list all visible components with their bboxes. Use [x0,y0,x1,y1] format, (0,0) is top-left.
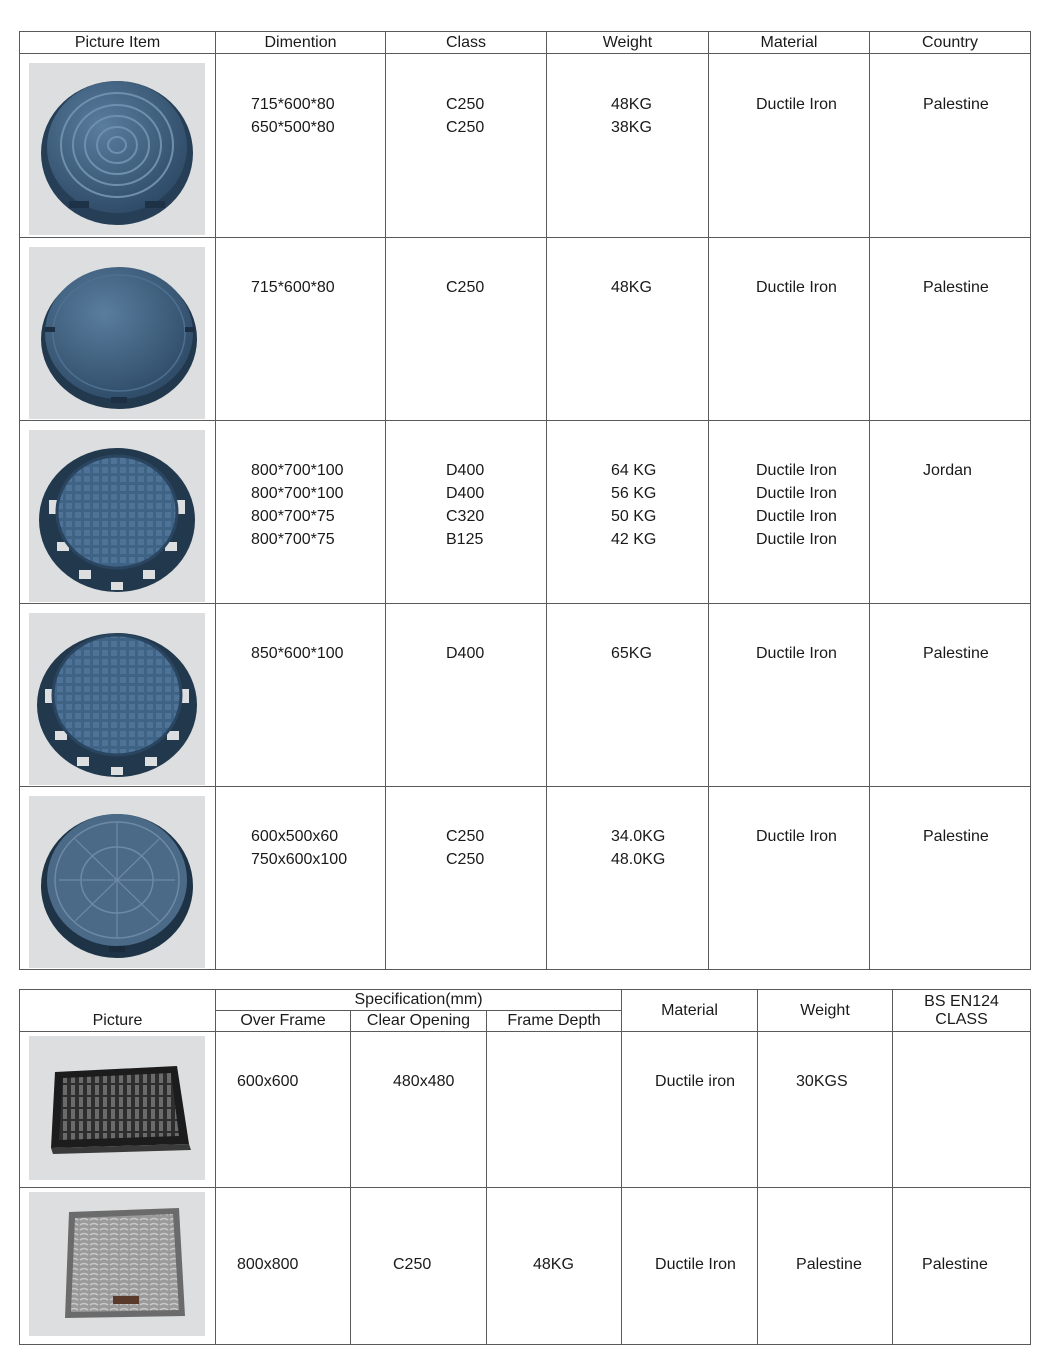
class-value: C250 [446,119,485,136]
material-value: Ductile Iron [756,531,837,548]
frame-depth-cell [487,1032,622,1188]
grating-photo [29,1036,205,1180]
class-value: B125 [446,531,484,548]
class-value: C250 [446,828,485,845]
material-value: Ductile Iron [756,462,837,479]
manhole-cover-photo [29,247,205,419]
table-row [20,1188,1031,1345]
dimension-value: 800*700*75 [251,508,335,525]
dimension-value: 600x500x60 [251,828,339,845]
weight-value: 50 KG [611,508,657,525]
country-cell [870,421,1031,604]
dimension-cell [216,787,386,970]
weight-value: 48KG [611,279,652,296]
weight-value: 38KG [611,119,652,136]
class-cell [386,787,547,970]
country-cell [870,787,1031,970]
dimension-value: 850*600*100 [251,645,344,662]
header-weight: Weight [758,990,893,1032]
material-value: Ductile Iron [756,279,837,296]
header-picture-label: Picture [92,1012,143,1029]
class-value: C250 [446,96,485,113]
over-frame-value: 600x600 [237,1073,299,1090]
over-frame-value: 800x800 [237,1256,299,1273]
class-value: D400 [446,485,485,502]
header-class-line: BS EN124 [924,992,999,1010]
header-frame-depth: Frame Depth [487,1011,622,1032]
frame-depth-value: 48KG [533,1256,574,1273]
class-value: C320 [446,508,485,525]
class-cell [893,1188,1031,1345]
country-cell [870,238,1031,421]
material-cell [709,238,870,421]
class-value: C250 [446,851,485,868]
header-class-line: CLASS [935,1010,988,1028]
material-value: Ductile iron [655,1073,736,1090]
country-value: Palestine [923,828,989,845]
material-value: Ductile Iron [756,485,837,502]
header-bs-en124-class [893,990,1031,1032]
table-row [20,54,1031,238]
weight-value: Palestine [796,1256,862,1273]
clear-opening-cell [351,1188,487,1345]
header-picture [20,990,216,1032]
material-cell [709,54,870,238]
dimension-value: 800*700*100 [251,485,344,502]
table-row [20,1032,1031,1188]
header-weight: Weight [547,32,709,54]
class-value: D400 [446,462,485,479]
header-material: Material [709,32,870,54]
class-cell [386,238,547,421]
class-cell [386,421,547,604]
country-cell [870,604,1031,787]
class-cell [386,604,547,787]
material-cell [622,1032,758,1188]
dimension-value: 800*700*100 [251,462,344,479]
manhole-cover-photo [29,63,205,235]
product-table-round-covers [19,31,1031,970]
class-cell [893,1032,1031,1188]
weight-value: 30KGS [796,1073,848,1090]
table-row [20,787,1031,970]
dimension-cell [216,421,386,604]
picture-cell [20,1032,216,1188]
weight-value: 56 KG [611,485,657,502]
material-value: Ductile Iron [756,96,837,113]
country-value: Palestine [923,279,989,296]
weight-value: 42 KG [611,531,657,548]
picture-cell [20,238,216,421]
dimension-cell [216,238,386,421]
material-value: Ductile Iron [756,508,837,525]
over-frame-cell [216,1032,351,1188]
table-row [20,421,1031,604]
weight-cell [758,1032,893,1188]
class-cell [386,54,547,238]
square-cover-photo [29,1192,205,1336]
dimension-value: 715*600*80 [251,96,335,113]
manhole-cover-photo [29,613,205,785]
clear-opening-value: 480x480 [393,1073,455,1090]
header-clear-opening: Clear Opening [351,1011,487,1032]
picture-cell [20,787,216,970]
header-over-frame: Over Frame [216,1011,351,1032]
country-cell [870,54,1031,238]
picture-cell [20,54,216,238]
material-cell [709,604,870,787]
header-picture-item: Picture Item [20,32,216,54]
weight-cell [758,1188,893,1345]
table-row [20,238,1031,421]
weight-cell [547,787,709,970]
material-value: Ductile Iron [655,1256,736,1273]
weight-value: 64 KG [611,462,657,479]
country-value: Jordan [923,462,972,479]
frame-depth-cell [487,1188,622,1345]
dimension-value: 800*700*75 [251,531,335,548]
material-cell [709,421,870,604]
picture-cell [20,604,216,787]
weight-value: 34.0KG [611,828,666,845]
manhole-cover-photo [29,430,205,602]
over-frame-cell [216,1188,351,1345]
weight-cell [547,54,709,238]
dimension-value: 715*600*80 [251,279,335,296]
header-dimension: Dimention [216,32,386,54]
class-value: C250 [446,279,485,296]
dimension-value: 650*500*80 [251,119,335,136]
dimension-cell [216,604,386,787]
weight-cell [547,604,709,787]
table-row [20,604,1031,787]
class-value: D400 [446,645,485,662]
country-value: Palestine [923,645,989,662]
header-specification: Specification(mm) [216,990,622,1011]
weight-value: 48KG [611,96,652,113]
material-value: Ductile Iron [756,828,837,845]
material-cell [622,1188,758,1345]
country-value: Palestine [923,96,989,113]
weight-cell [547,421,709,604]
picture-cell [20,421,216,604]
picture-cell [20,1188,216,1345]
product-table-square-covers [19,989,1031,1345]
weight-value: 48.0KG [611,851,666,868]
material-cell [709,787,870,970]
manhole-cover-photo [29,796,205,968]
header-country: Country [870,32,1031,54]
weight-value: 65KG [611,645,652,662]
weight-cell [547,238,709,421]
dimension-cell [216,54,386,238]
clear-opening-value: C250 [393,1256,432,1273]
header-material: Material [622,990,758,1032]
clear-opening-cell [351,1032,487,1188]
material-value: Ductile Iron [756,645,837,662]
dimension-value: 750x600x100 [251,851,348,868]
header-class: Class [386,32,547,54]
class-value: Palestine [922,1256,988,1273]
